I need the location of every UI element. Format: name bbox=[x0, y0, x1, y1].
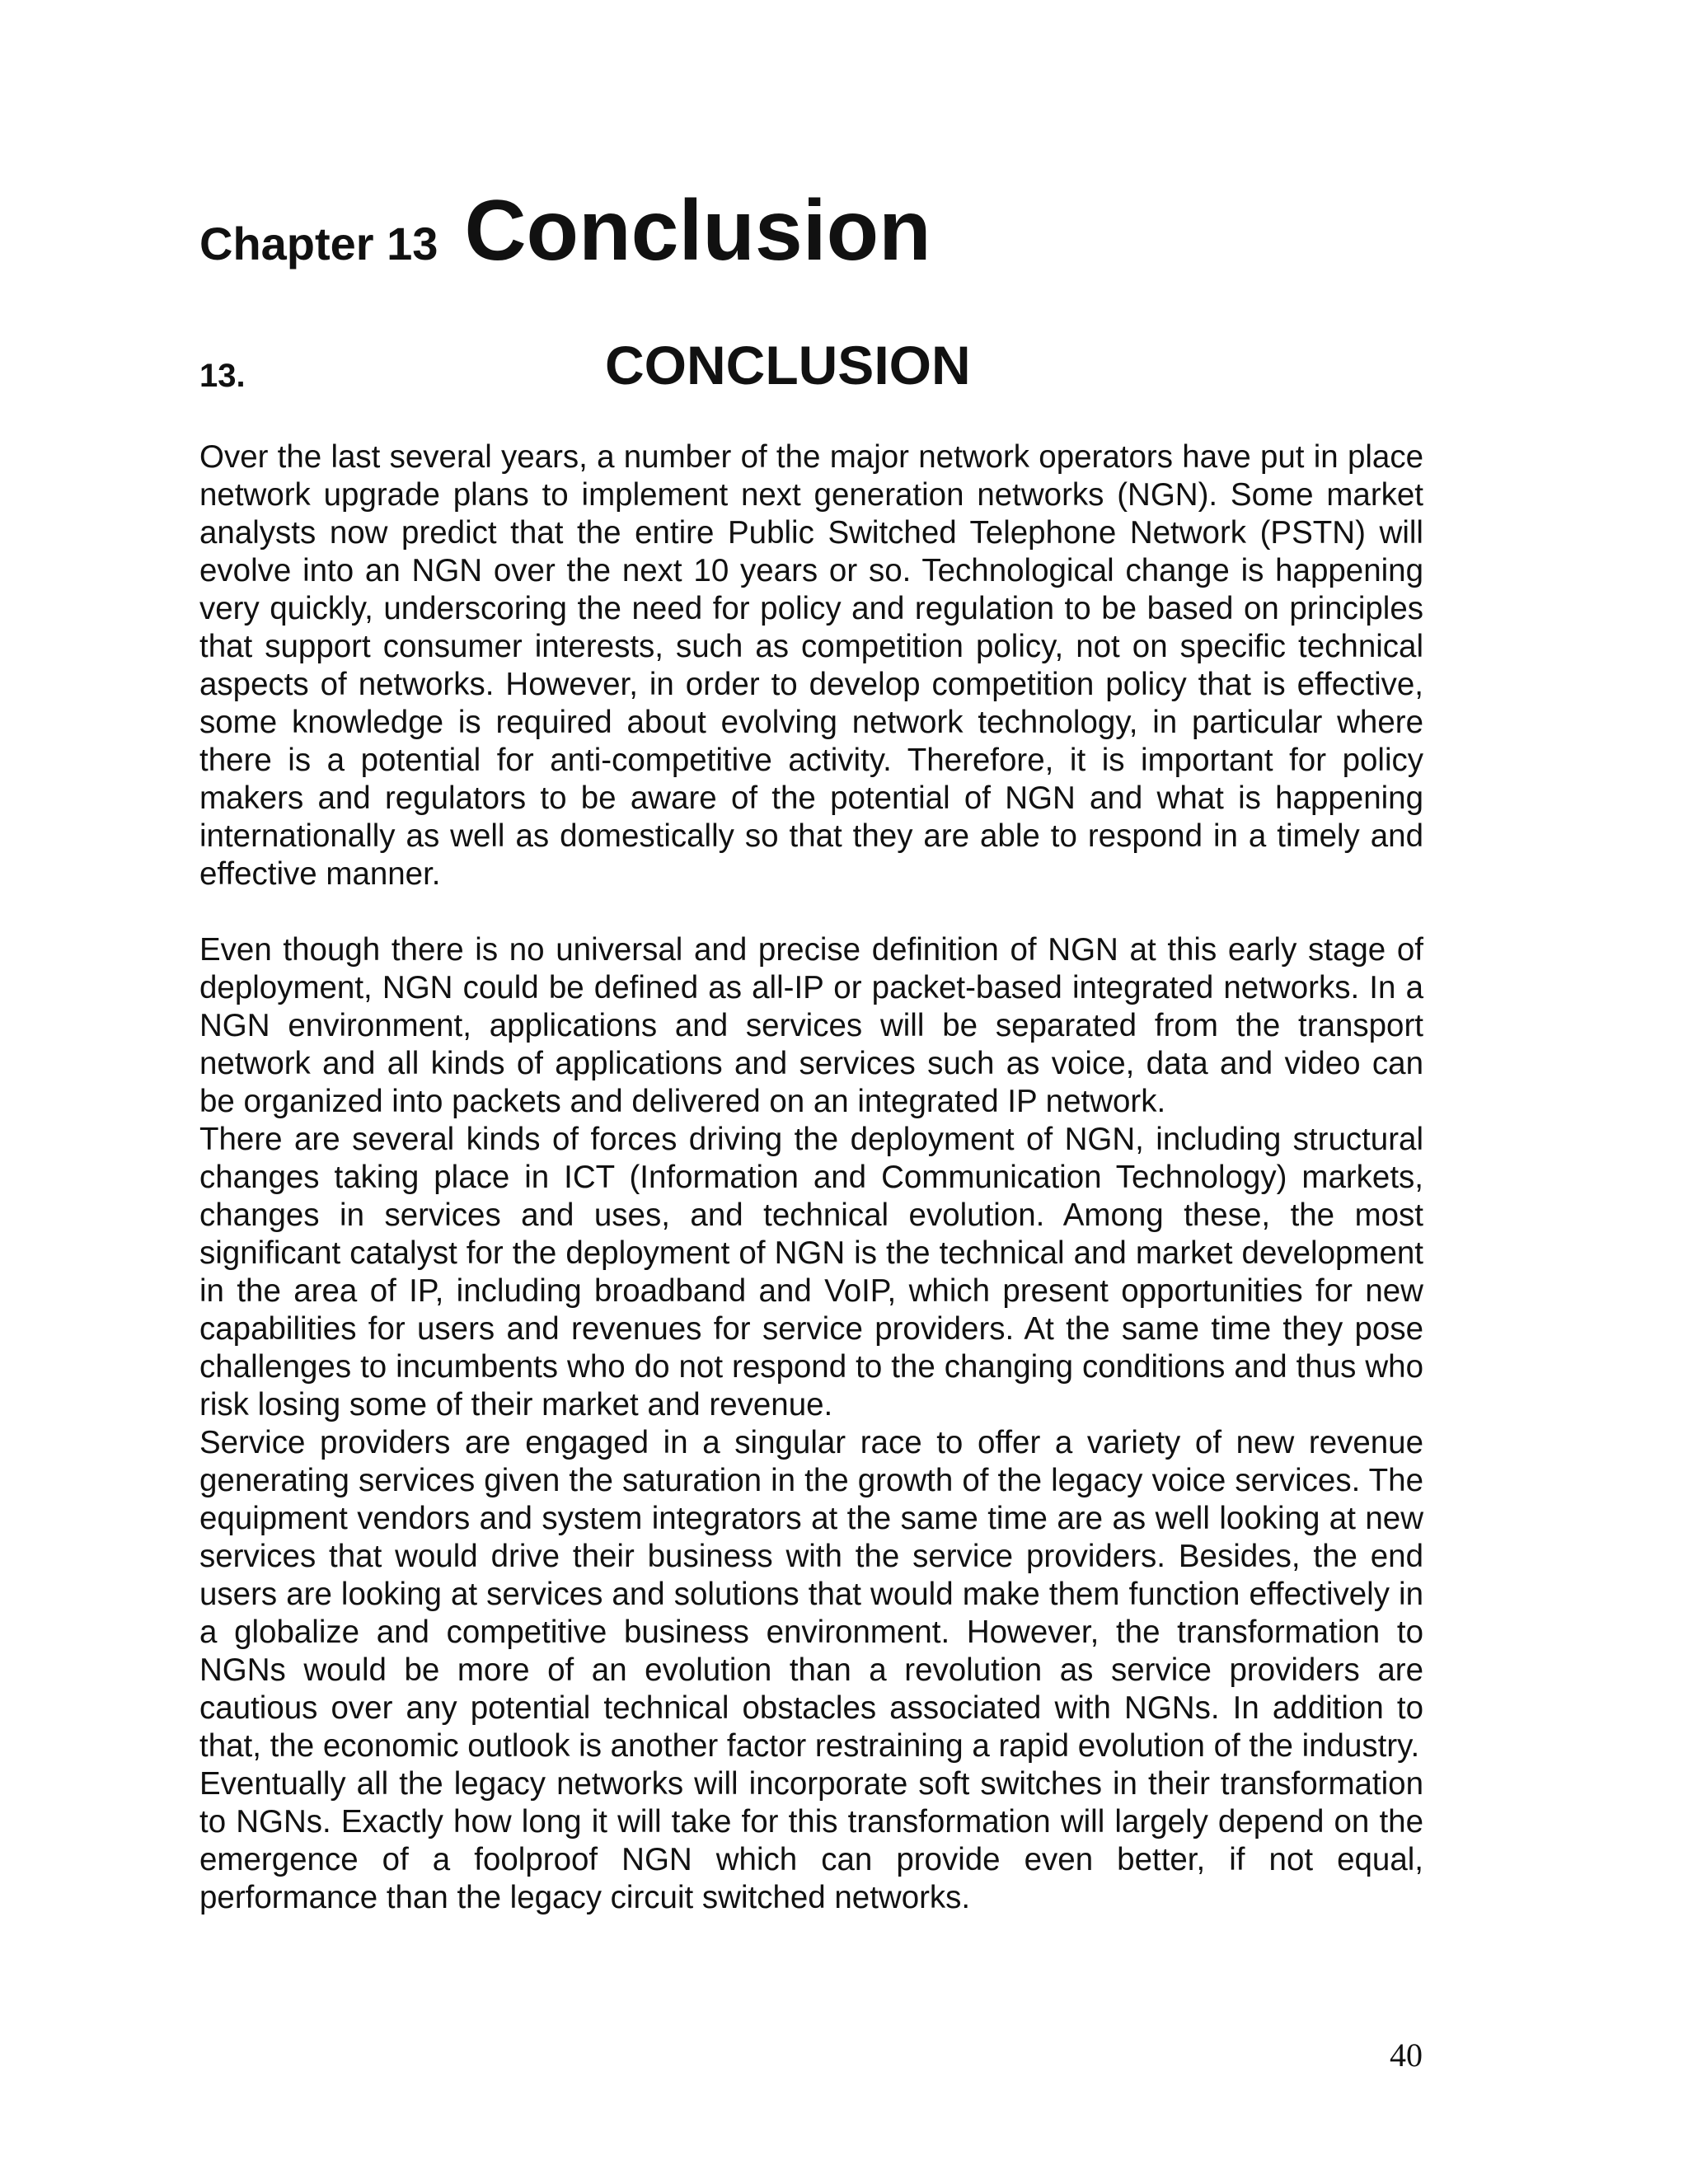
paragraph: Over the last several years, a number of the major network operators have put in place network upgrade plans to implement next generation networks (NGN). Some market analysts now predict that the entire Public Switched Telephone Network (PSTN) will evolve into an NGN over the next 10 years or so. Technological change is happening very quickly, underscoring the need for policy and regulation to be based on principles that support consumer interests, such as competition policy, not on specific technical aspects of networks. However, in order to develop competition policy that is effective, some knowledge is required about evolving network technology, in particular where there is a potential for anti-competitive activity. Therefore, it is important for policy makers and regulators to be aware of the potential of NGN and what is happening internationally as well as domestically so that they are able to respond in a timely and effective manner. bbox=[199, 439, 1423, 892]
chapter-heading bbox=[199, 183, 931, 279]
body-text bbox=[199, 438, 1423, 1917]
paragraph: Even though there is no universal and precise definition of NGN at this early stage of deployment, NGN could be defined as all-IP or packet-based integrated networks. In a NGN environment, applications and services will be separated from the transport network and all kinds of applications and services such as voice, data and video can be organized into packets and delivered on an integrated IP network. bbox=[199, 932, 1423, 1119]
chapter-label: Chapter 13 bbox=[199, 218, 438, 269]
section-number: 13. bbox=[199, 358, 246, 394]
section-title: CONCLUSION bbox=[605, 335, 971, 396]
paragraph: There are several kinds of forces driving the deployment of NGN, including structural changes taking place in ICT (Information and Communication Technology) markets, changes in services and uses, and technical evolution. Among these, the most significant catalyst for the deployment of NGN is the technical and market development in the area of IP, including broadband and VoIP, which present opportunities for new capabilities for users and revenues for service providers. At the same time they pose challenges to incumbents who do not respond to the changing conditions and thus who risk losing some of their market and revenue. bbox=[199, 1122, 1423, 1422]
paragraph: Service providers are engaged in a singular race to offer a variety of new revenue generating services given the saturation in the growth of the legacy voice services. The equipment vendors and system integrators at the same time are as well looking at new services that would drive their business with the service providers. Besides, the end users are looking at services and solutions that would make them function effectively in a globalize and competitive business environment. However, the transformation to NGNs would be more of an evolution than a revolution as service providers are cautious over any potential technical obstacles associated with NGNs. In addition to that, the economic outlook is another factor restraining a rapid evolution of the industry. bbox=[199, 1425, 1423, 1764]
page-number: 40 bbox=[1390, 2036, 1423, 2074]
section-heading bbox=[199, 335, 974, 404]
paragraph: Eventually all the legacy networks will incorporate soft switches in their transformation to NGNs. Exactly how long it will take for this transformation will largely depend on the emergence of a foolproof NGN which can provide even better, if not equal, performance than the legacy circuit switched networks. bbox=[199, 1766, 1423, 1915]
chapter-title: Conclusion bbox=[464, 183, 931, 279]
